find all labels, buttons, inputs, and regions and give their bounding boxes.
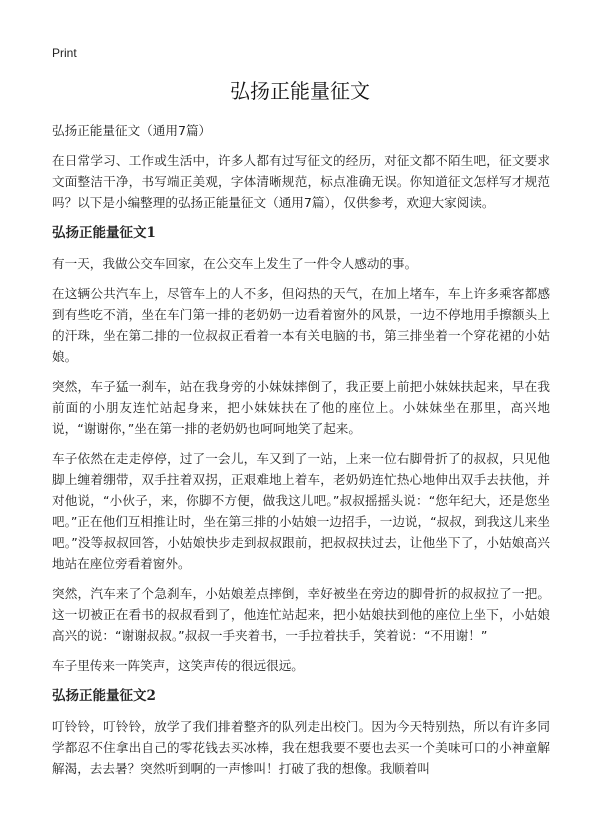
paragraph: 突然，车子猛一刹车，站在我身旁的小妹妹摔倒了，我正要上前把小妹妹扶起来，早在我前面的小朋友连忙站起身来，把小妹妹扶在了他的座位上。小妹妹坐在那里，高兴地说，“谢谢你，”坐在第一排的老奶奶也呵呵地笑了起来。: [52, 379, 550, 436]
print-link[interactable]: Print: [52, 46, 77, 60]
paragraph: 车子里传来一阵笑声，这笑声传的很远很远。: [52, 658, 304, 673]
paragraph: 车子依然在走走停停，过了一会儿，车又到了一站，上来一位右脚骨折了的叔叔，只见他脚上缠着绷带，双手拄着双拐，正艰难地上着车，老奶奶连忙热心地伸出双手去扶他，并对他说，“小伙子，来，你脚不方便，做我这儿吧。”叔叔摇摇头说：“您年纪大，还是您坐吧。”正在他们互相推让时，坐在第三排的小姑娘一边招手，一边说，“叔叔，到我这儿来坐吧。”没等叔叔回答，小姑娘快步走到叔叔跟前，把叔叔扶过去，让他坐下了，小姑娘高兴地站在座位旁看着窗外。: [52, 451, 550, 571]
section-heading: 弘扬正能量征文2: [52, 688, 156, 704]
intro-paragraph: 在日常学习、工作或生活中，许多人都有过写征文的经历，对征文都不陌生吧，征文要求文面整洁干净，书写端正美观，字体清晰规范，标点准确无误。你知道征文怎样写才规范吗？以下是小编整理的弘扬正能量征文（通用7篇），仅供参考，欢迎大家阅读。: [52, 153, 550, 210]
article-body: [52, 120, 550, 788]
section-heading: 弘扬正能量征文1: [52, 225, 156, 241]
article-subtitle: 弘扬正能量征文（通用7篇）: [52, 123, 212, 138]
paragraph: 有一天，我做公交车回家，在公交车上发生了一件令人感动的事。: [52, 256, 418, 271]
paragraph: 突然，汽车来了个急刹车，小姑娘差点摔倒，幸好被坐在旁边的脚骨折的叔叔拉了一把。这一切被正在看书的叔叔看到了，他连忙站起来，把小姑娘扶到他的座位上坐下，小姑娘高兴的说：“谢谢叔叔。”叔叔一手夹着书，一手拉着扶手，笑着说：“不用谢！”: [52, 586, 550, 643]
paragraph: 在这辆公共汽车上，尽管车上的人不多，但闷热的天气，在加上堵车，车上许多乘客都感到有些吃不消，坐在车门第一排的老奶奶一边看着窗外的风景，一边不停地用手擦额头上的汗珠，坐在第二排的一位叔叔正看着一本有关电脑的书，第三排坐着一个穿花裙的小姑娘。: [52, 286, 550, 364]
page-title: 弘扬正能量征文: [230, 79, 370, 103]
paragraph: 叮铃铃，叮铃铃，放学了我们排着整齐的队列走出校门。因为今天特别热，所以有许多同学都忍不住拿出自己的零花钱去买冰棒，我在想我要不要也去买一个美味可口的小神童解解渴，去去暑？突然听到啊的一声惨叫！打破了我的想像。我顺着叫: [52, 719, 550, 776]
